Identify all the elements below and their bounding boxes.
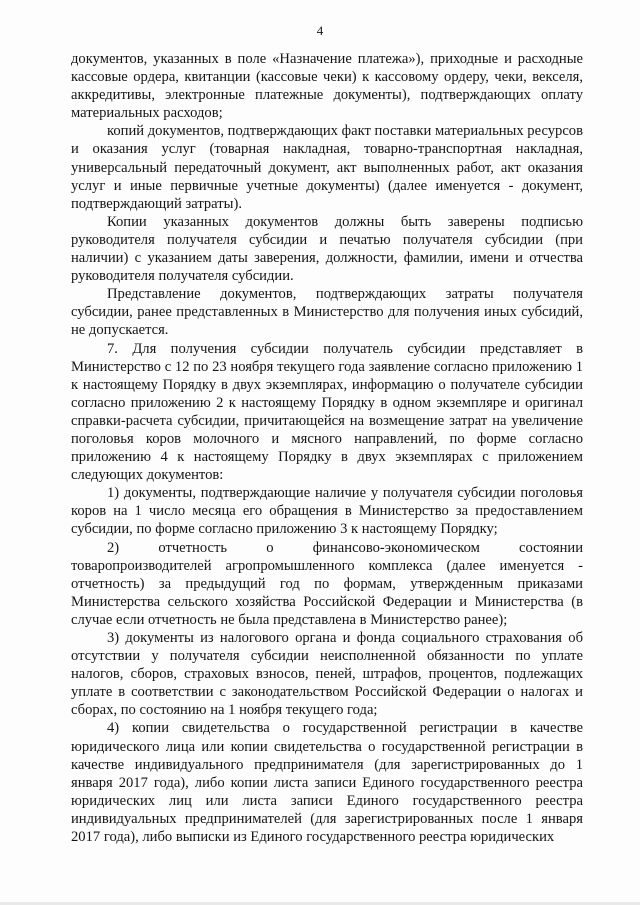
paragraph: Представление документов, подтверждающих затраты получателя субсидии, ранее представленных в Министерство для получения иных субсидий, не допускается. (71, 286, 583, 339)
list-item-4: 4) копии свидетельства о государственной регистрации в качестве юридического лица или копии свидетельства о государственной регистрации в качестве индивидуального предпринимателя (для зарегистрированных до 1 января 2017 года), либо копии листа записи Единого государственного реестра юридических лиц или листа записи Единого государственного реестра индивидуальных предпринимателей (для зарегистрированных после 1 января 2017 года), либо выписки из Единого государственного реестра юридических (71, 720, 583, 846)
list-item-2: 2) отчетность о финансово-экономическом состоянии товаропроизводителей агропромышленного комплекса (далее именуется - отчетность) за предыдущий год по формам, утвержденным приказами Министерства сельского хозяйства Российской Федерации и Министерства (в случае если отчетность не была представлена в Министерство ранее); (71, 539, 583, 628)
paragraph: Копии указанных документов должны быть заверены подписью руководителя получателя субсидии и печатью получателя субсидии (при наличии) с указанием даты заверения, должности, фамилии, имени и отчества руководителя получателя субсидии. (71, 213, 583, 285)
page-number: 4 (316, 23, 324, 38)
list-item-3: 3) документы из налогового органа и фонда социального страхования об отсутствии у получателя субсидии неисполненной обязанности по уплате налогов, сборов, страховых взносов, пеней, штрафов, процентов, подлежащих уплате в соответствии с законодательством Российской Федерации о налогах и сборах, по состоянию на 1 ноября текущего года; (71, 630, 583, 719)
paragraph-item-7: 7. Для получения субсидии получатель субсидии представляет в Министерство с 12 по 23 ноября текущего года заявление согласно приложению 1 к настоящему Порядку в двух экземплярах, информацию о получателе субсидии согласно приложению 2 к настоящему Порядку в одном экземпляре и оригинал справки-расчета субсидии, причитающейся на возмещение затрат на увеличение поголовья коров молочного и мясного направлений, по форме согласно приложению 4 к настоящему Порядку в двух экземплярах с приложением следующих документов: (71, 340, 583, 484)
paragraph: копий документов, подтверждающих факт поставки материальных ресурсов и оказания услуг (товарная накладная, товарно-транспортная накладная, универсальный передаточный документ, акт выполненных работ, акт оказания услуг и иные первичные учетные документы) (далее именуется - документ, подтверждающий затраты). (71, 123, 583, 212)
paragraph: документов, указанных в поле «Назначение платежа»), приходные и расходные кассовые ордера, квитанции (кассовые чеки) к кассовому ордеру, чеки, векселя, аккредитивы, электронные платежные документы), подтверждающих оплату материальных расходов; (71, 51, 583, 122)
list-item-1: 1) документы, подтверждающие наличие у получателя субсидии поголовья коров на 1 число месяца его обращения в Министерство за предоставлением субсидии, по форме согласно приложению 3 к настоящему Порядку; (71, 485, 583, 538)
document-body (71, 50, 583, 846)
